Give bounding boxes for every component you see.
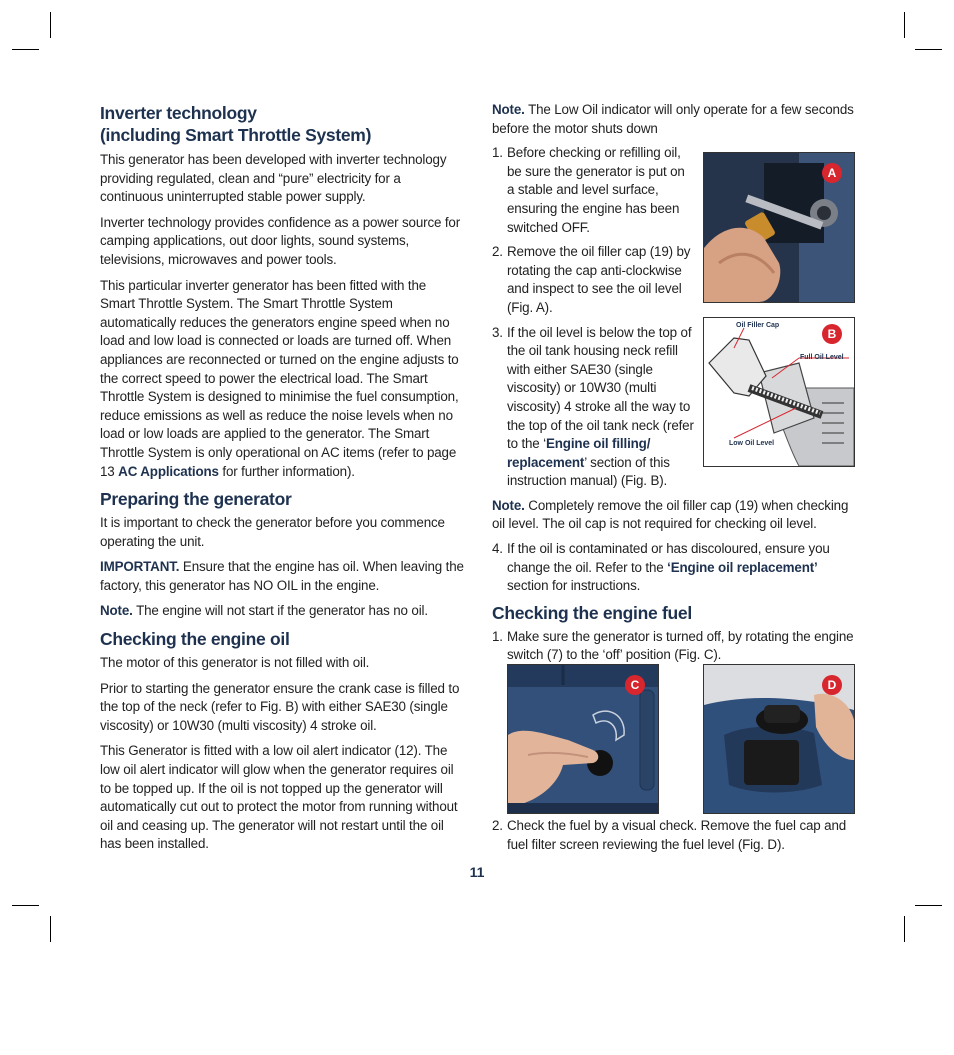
- paragraph: [100, 277, 464, 482]
- paragraph: The motor of this generator is not filled with oil.: [100, 655, 370, 671]
- figure-a-badge: A: [822, 163, 842, 183]
- crop-mark: [50, 12, 51, 38]
- inverter-heading: [100, 102, 464, 146]
- list-item: [492, 243, 692, 317]
- full-oil-level-label: Full Oil Level: [800, 354, 844, 361]
- list-item: [492, 817, 854, 854]
- list-text-part: If the oil is contaminated or has discoloured, ensure you change the oil. Refer to the: [507, 541, 830, 575]
- note-paragraph: [492, 497, 854, 534]
- list-number: 1.: [492, 145, 503, 161]
- list-item: [492, 144, 692, 237]
- list-number: 1.: [492, 628, 503, 644]
- list-item: [492, 540, 854, 596]
- engine-fuel-heading: Checking the engine fuel: [492, 602, 692, 623]
- figure-c-engine-switch-photo: [507, 664, 659, 814]
- list-number: 4.: [492, 541, 503, 557]
- page-number: 11: [469, 864, 485, 880]
- paragraph: It is important to check the generator before you commence operating the unit.: [100, 515, 445, 549]
- engine-oil-filling-reference: Engine oil filling/ replacement: [507, 436, 651, 470]
- list-text: Check the fuel by a visual check. Remove the fuel cap and fuel filter screen reviewing the fuel level (Fig. D).: [507, 818, 847, 852]
- note-label: Note.: [492, 102, 525, 117]
- list-text: Before checking or refilling oil, be sure the generator is put on a stable and level surface, ensuring the engine has been switched OFF.: [507, 145, 685, 235]
- paragraph: This generator has been developed with inverter technology providing regulated, clean and “pure” electricity for a continuous uninterrupted stable power supply.: [100, 152, 447, 205]
- crop-mark: [50, 916, 51, 942]
- list-text: Make sure the generator is turned off, by rotating the engine switch (7) to the ‘off’ position (Fig. C).: [507, 628, 854, 663]
- crop-mark: [904, 12, 905, 38]
- paragraph: This Generator is fitted with a low oil alert indicator (12). The low oil alert indicator will glow when the generator requires oil to be topped up. If the oil is not topped up the generator will automatically cut out to protect the motor from running without oil and ceasing up. The generator will not restart until the oil has been installed.: [100, 743, 458, 852]
- left-column: [100, 102, 464, 861]
- figure-b-oil-level-diagram: [703, 317, 855, 467]
- engine-oil-heading: Checking the engine oil: [100, 629, 290, 650]
- paragraph-text: This particular inverter generator has been fitted with the Smart Throttle System. The Smart Throttle System automatically reduces the generators engine speed when no load and low load is connected or loads are turned off. When appliances are reconnected or turned on the engine adjusts to the correct speed to power the electrical load. The Smart Throttle System is designed to minimise the fuel consumption, reduce emissions as well as reduce the noise levels when no load or low loads are applied to the generator. The Smart Throttle System is only operational on AC items (refer to page 13: [100, 277, 459, 479]
- ac-applications-reference: AC Applications: [118, 463, 219, 479]
- figure-c-badge: C: [625, 675, 645, 695]
- list-number: 2.: [492, 818, 503, 833]
- important-text: Ensure that the engine has oil. When leaving the factory, this generator has NO OIL in the engine.: [100, 559, 464, 593]
- inverter-heading-line1: Inverter technology: [100, 103, 257, 123]
- list-text: [507, 324, 697, 491]
- crop-mark: [12, 905, 39, 906]
- list-text: Remove the oil filler cap (19) by rotating the cap anti-clockwise and inspect to see the oil level (Fig. A).: [507, 244, 691, 315]
- crop-mark: [904, 916, 905, 942]
- list-item: [492, 324, 697, 491]
- list-number: 2.: [492, 244, 503, 260]
- note-text: Completely remove the oil filler cap (19) when checking oil level. The oil cap is not required for checking oil level.: [492, 497, 849, 532]
- list-item: [492, 628, 854, 665]
- paragraph-text: for further information).: [218, 463, 355, 479]
- list-text-part: ’ section of this instruction manual) (Fig. B).: [507, 454, 670, 489]
- preparing-heading: Preparing the generator: [100, 489, 292, 510]
- list-text: [507, 540, 854, 596]
- figure-b-badge: B: [822, 324, 842, 344]
- list-text-part: section for instructions.: [507, 578, 641, 594]
- note-label: Note.: [492, 497, 525, 513]
- low-oil-level-label: Low Oil Level: [729, 440, 775, 447]
- important-label: IMPORTANT.: [100, 559, 180, 575]
- oil-filler-cap-label: Oil Filler Cap: [736, 322, 780, 329]
- important-paragraph: [100, 558, 464, 595]
- figure-d-badge: D: [822, 675, 842, 695]
- paragraph: Inverter technology provides confidence as a power source for camping applications, out door lights, sound systems, televisions, microwaves and power tools.: [100, 214, 461, 267]
- crop-mark: [915, 49, 942, 50]
- note-text: The engine will not start if the generator has no oil.: [132, 603, 428, 619]
- figure-a-oil-cap-photo: [703, 152, 855, 303]
- fuel-step-2: [492, 817, 854, 860]
- note-paragraph: [492, 101, 854, 138]
- engine-oil-replacement-reference: ‘Engine oil replacement’: [667, 559, 818, 575]
- crop-mark: [915, 905, 942, 906]
- note-text: The Low Oil indicator will only operate for a few seconds before the motor shuts down: [492, 102, 854, 136]
- list-text-part: If the oil level is below the top of the oil tank housing neck refill with either SAE30 (single viscosity) or 10W30 (multi viscosity) 4 stroke all the way to the top of the oil tank neck (refer to the ‘: [507, 324, 694, 452]
- crop-mark: [12, 49, 39, 50]
- figure-d-fuel-cap-photo: [703, 664, 855, 814]
- paragraph: Prior to starting the generator ensure the crank case is filled to the top of the neck (refer to Fig. B) with either SAE30 (single viscosity) or 10W30 (multi viscosity) 4 stroke oil.: [100, 680, 460, 733]
- inverter-heading-line2: (including Smart Throttle System): [100, 125, 372, 145]
- list-number: 3.: [492, 324, 503, 340]
- note-label: Note.: [100, 603, 133, 619]
- note-paragraph: [100, 602, 464, 621]
